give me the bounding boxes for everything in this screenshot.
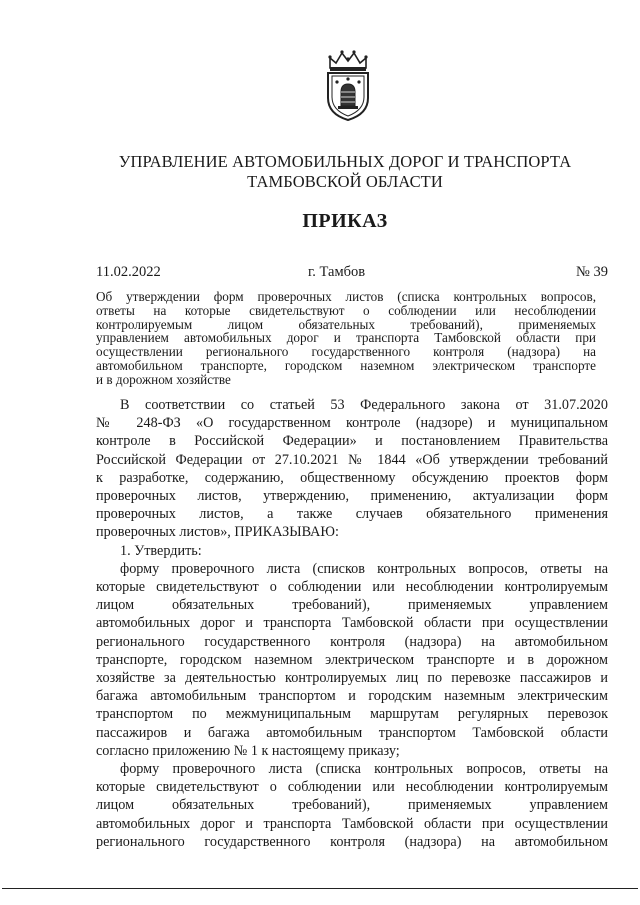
organization-name-line-2: ТАМБОВСКОЙ ОБЛАСТИ <box>247 172 443 191</box>
body-line: лицом обязательных требований), применяемых управлением <box>96 597 608 614</box>
body-line: форму проверочного листа (списка контрольных вопросов, ответы на <box>120 761 608 778</box>
body-line: В соответствии со статьей 53 Федерального закона от 31.07.2020 <box>120 397 608 413</box>
body-line: автомобильных дорог и транспорта Тамбовской области при осуществлении <box>96 815 608 832</box>
body-line: транспортом по межмуниципальным маршрутам регулярных перевозок <box>96 706 608 723</box>
subject-line: Об утверждении форм проверочных листов (списка контрольных вопросов, <box>96 289 596 304</box>
organization-name-line-1: УПРАВЛЕНИЕ АВТОМОБИЛЬНЫХ ДОРОГ И ТРАНСПОРТА <box>118 152 572 171</box>
body-line: регионального государственного контроля (надзора) на автомобильном <box>96 833 608 850</box>
body-line: проверочных листов, утверждению, применению, актуализации форм <box>96 488 608 505</box>
subject-line: управлением автомобильных дорог и транспорта Тамбовской области при <box>96 330 596 346</box>
body-line: согласно приложению № 1 к настоящему приказу; <box>96 742 400 759</box>
body-line: проверочных листов, а также случаев обязательного применения <box>96 506 608 523</box>
subject-line: автомобильном транспорте, городском наземном электрическом транспорте <box>96 357 596 373</box>
body-line: которые свидетельствуют о соблюдении или несоблюдении контролируемым <box>96 779 608 796</box>
body-line: № 248-ФЗ «О государственном контроле (надзоре) и муниципальном <box>96 415 608 432</box>
tambov-coat-of-arms-icon <box>322 48 374 122</box>
body-line: автомобильных дорог и транспорта Тамбовской области при осуществлении <box>96 615 608 632</box>
subject-line: контролируемым лицом обязательных требований), применяемых <box>96 316 596 332</box>
document-city: г. Тамбов <box>308 264 366 280</box>
document-meta <box>96 264 608 282</box>
subject-line: ответы на которые свидетельствуют о соблюдении или несоблюдении <box>96 302 596 318</box>
organization-name <box>60 152 630 192</box>
body-line: транспорте, городском наземном электрическом транспорте и в дорожном <box>96 651 608 668</box>
body-line: лицом обязательных требований), применяемых управлением <box>96 797 608 814</box>
document-number: № 39 <box>576 264 608 280</box>
body-line: контроле в Российской Федерации» и постановлением Правительства <box>96 433 608 450</box>
document-subject <box>96 290 596 387</box>
subject-line: и в дорожном хозяйстве <box>96 371 231 387</box>
body-line: к разработке, содержанию, общественному обсуждению проектов форм <box>96 469 608 486</box>
document-date: 11.02.2022 <box>96 264 161 280</box>
body-line: Российской Федерации от 27.10.2021 № 1844 «Об утверждении требований <box>96 451 608 468</box>
body-line: 1. Утвердить: <box>120 542 202 559</box>
body-line: хозяйстве за деятельностью контролируемых лиц по перевозке пассажиров и <box>96 670 608 687</box>
body-line: которые свидетельствуют о соблюдении или несоблюдении контролируемым <box>96 579 608 596</box>
body-line: форму проверочного листа (списков контрольных вопросов, ответы на <box>120 560 608 577</box>
document-body <box>96 396 608 851</box>
subject-line: осуществлении регионального государственного контроля (надзора) на <box>96 344 596 360</box>
body-line: проверочных листов», ПРИКАЗЫВАЮ: <box>96 524 339 541</box>
page-bottom-divider <box>2 888 638 889</box>
document-type-title: ПРИКАЗ <box>302 210 388 232</box>
body-line: регионального государственного контроля (надзора) на автомобильном <box>96 633 608 650</box>
body-line: пассажиров и багажа автомобильным транспортом Тамбовской области <box>96 724 608 741</box>
body-line: багажа автомобильным транспортом и городским наземным электрическим <box>96 688 608 705</box>
